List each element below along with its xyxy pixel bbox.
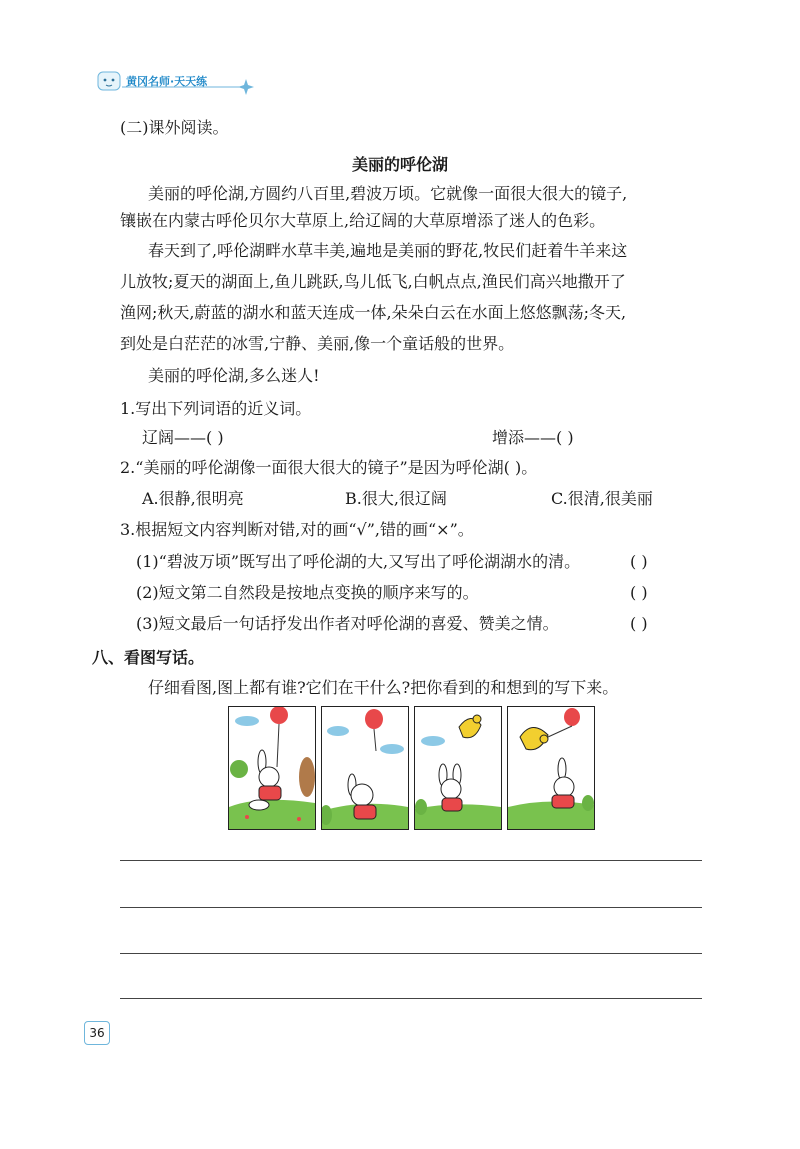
q3-item: (3)短文最后一句话抒发出作者对呼伦湖的喜爱、赞美之情。 [136,614,559,633]
brand-title: 黄冈名师·天天练 [126,75,208,88]
article-title: 美丽的呼伦湖 [351,155,448,174]
writing-line[interactable] [120,953,702,954]
q1-stem: 1.写出下列词语的近义词。 [120,399,312,418]
article-line: 儿放牧;夏天的湖面上,鱼儿跳跃,鸟儿低飞,白帆点点,渔民们高兴地撒开了 [120,272,626,291]
picture-panel-3 [414,706,502,830]
writing-line[interactable] [120,860,702,861]
q3-answer-paren[interactable]: ( ) [630,614,648,633]
writing-line[interactable] [120,907,702,908]
article-line: 春天到了,呼伦湖畔水草丰美,遍地是美丽的野花,牧民们赶着牛羊来这 [148,241,628,260]
q3-item: (1)“碧波万顷”既写出了呼伦湖的大,又写出了呼伦湖湖水的清。 [136,552,581,571]
article-line: 镶嵌在内蒙古呼伦贝尔大草原上,给辽阔的大草原增添了迷人的色彩。 [120,211,606,230]
bird-appears-illustration [415,707,501,829]
q3-answer-paren[interactable]: ( ) [630,583,648,602]
writing-line[interactable] [120,998,702,999]
picture-panel-4 [507,706,595,830]
section8-heading: 八、看图写话。 [92,648,205,667]
page-number: 36 [84,1021,110,1045]
article-line: 到处是白茫茫的冰雪,宁静、美丽,像一个童话般的世界。 [120,334,515,353]
balloon-away-illustration [322,707,408,829]
q2-option-a[interactable]: A.很静,很明亮 [142,489,244,508]
q2-stem: 2.“美丽的呼伦湖像一面很大很大的镜子”是因为呼伦湖( )。 [120,458,538,477]
q1-answer-a[interactable]: 辽阔——( ) [142,428,224,447]
q2-option-c[interactable]: C.很清,很美丽 [551,489,653,508]
picture-panel-1 [228,706,316,830]
q3-item: (2)短文第二自然段是按地点变换的顺序来写的。 [136,583,479,602]
q1-answer-b[interactable]: 增添——( ) [492,428,574,447]
section8-instruction: 仔细看图,图上都有谁?它们在干什么?把你看到的和想到的写下来。 [148,678,619,697]
bird-returns-balloon-illustration [508,707,594,829]
article-line: 美丽的呼伦湖,多么迷人! [148,366,320,385]
section-heading: (二)课外阅读。 [120,118,229,137]
picture-panel-2 [321,706,409,830]
rabbit-balloon-illustration [229,707,315,829]
q2-option-b[interactable]: B.很大,很辽阔 [345,489,447,508]
q3-answer-paren[interactable]: ( ) [630,552,648,571]
article-line: 美丽的呼伦湖,方圆约八百里,碧波万顷。它就像一面很大很大的镜子, [148,184,628,203]
article-line: 渔网;秋天,蔚蓝的湖水和蓝天连成一体,朵朵白云在水面上悠悠飘荡;冬天, [120,303,627,322]
brand-header [96,66,286,96]
q3-stem: 3.根据短文内容判断对错,对的画“√”,错的画“×”。 [120,520,474,539]
